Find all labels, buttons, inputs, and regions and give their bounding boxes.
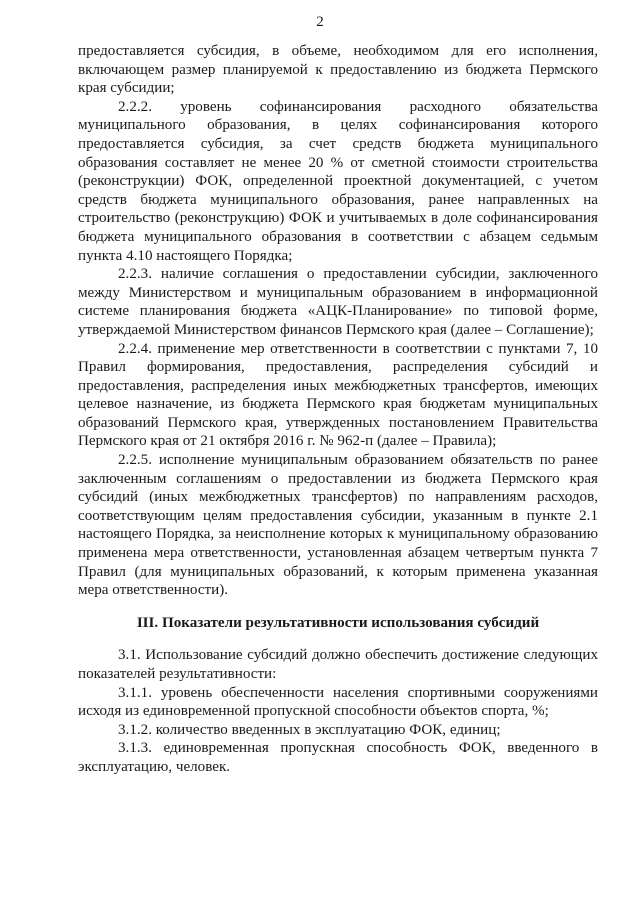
page-number: 2 — [316, 14, 324, 30]
paragraph-2-2-4: 2.2.4. применение мер ответственности в соответствии с пунктами 7, 10 Правил формирования, предоставления, распределения субсидий и предоставления, распределения иных межбюджетных трансфертов, имеющих целевое назначение, из бюджета Пермского края бюджетам муниципальных образований Пермского края, утвержденных постановлением Правительства Пермского края от 21 октября 2016 г. № 962-п (далее – Правила); — [78, 340, 598, 450]
paragraph-2-2-5: 2.2.5. исполнение муниципальным образованием обязательств по ранее заключенным соглашениям о предоставлении из бюджета Пермского края субсидий (иных межбюджетных трансфертов) по направлениям расходов, соответствующим целям предоставления субсидии, указанным в пункте 2.1 настоящего Порядка, за неисполнение которых к муниципальному образованию применена мера ответственности, установленная абзацем четвертым пункта 7 Правил (для муниципальных образований, к которым применена указанная мера ответственности). — [78, 452, 598, 599]
paragraph-3-1-2: 3.1.2. количество введенных в эксплуатацию ФОК, единиц; — [118, 721, 501, 738]
paragraph-2-2-2: 2.2.2. уровень софинансирования расходного обязательства муниципального образования, в целях софинансирования которого предоставляется субсидия, за счет средств бюджета муниципального образования составляет не менее 20 % от сметной стоимости строительства (реконструкции) ФОК, определенной проектной документацией, с учетом средств бюджета муниципального образования, ранее направленных на строительство (реконструкцию) ФОК и учитываемых в доле софинансирования бюджета муниципального образования в соответствии с абзацем седьмым пункта 4.10 настоящего Порядка; — [78, 98, 598, 264]
document-body — [78, 42, 598, 777]
paragraph-2-2-3: 2.2.3. наличие соглашения о предоставлении субсидии, заключенного между Министерством и муниципальным образованием в информационной системе планирования бюджета «АЦК-Планирование» по типовой форме, утверждаемой Министерством финансов Пермского края (далее – Соглашение); — [78, 266, 598, 338]
section-heading: III. Показатели результативности использования субсидий — [136, 614, 540, 631]
paragraph-3-1-1: 3.1.1. уровень обеспеченности населения спортивными сооружениями исходя из единовременной пропускной способности объектов спорта, %; — [78, 684, 598, 720]
paragraph-3-1-3: 3.1.3. единовременная пропускная способность ФОК, введенного в эксплуатацию, человек. — [78, 740, 598, 775]
paragraph-continuation: предоставляется субсидия, в объеме, необходимом для его исполнения, включающем размер планируемой к предоставлению из бюджета Пермского края субсидии; — [78, 43, 598, 97]
paragraph-3-1: 3.1. Использование субсидий должно обеспечить достижение следующих показателей результативности: — [78, 647, 598, 682]
